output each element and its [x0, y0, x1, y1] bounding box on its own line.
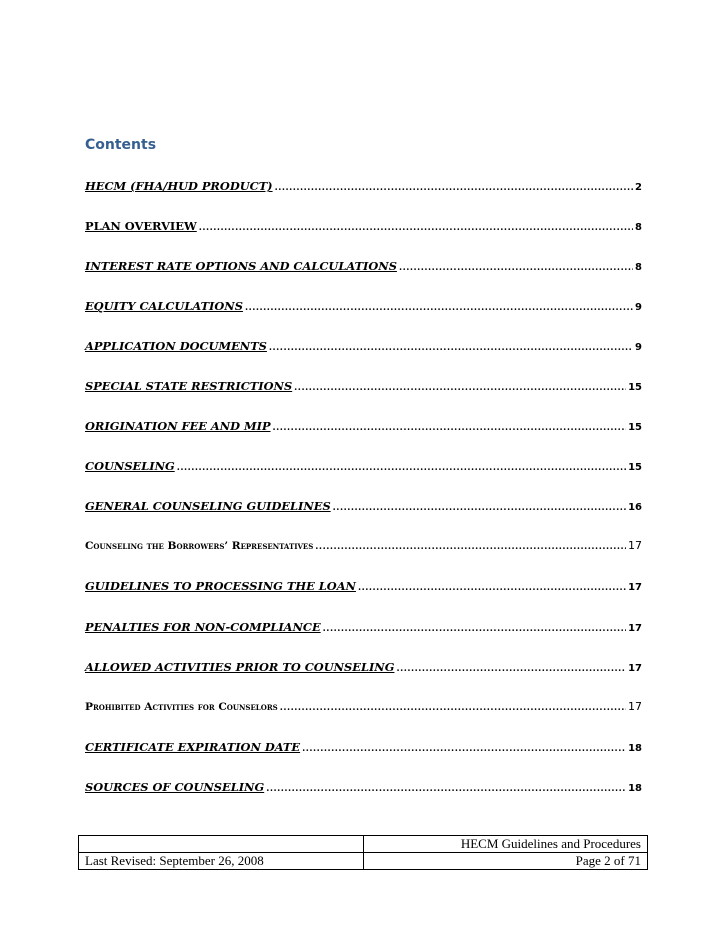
footer-cell-blank [79, 836, 364, 853]
toc-dot-leader [358, 583, 626, 593]
toc-dot-leader [280, 703, 626, 713]
toc-dot-leader [302, 744, 626, 754]
footer-row-bottom [79, 853, 648, 870]
toc-page-number: 17 [628, 622, 642, 634]
toc-entry-title[interactable]: INTEREST RATE OPTIONS AND CALCULATIONS [85, 259, 397, 274]
toc-entry[interactable] [85, 259, 642, 299]
toc-dot-leader [294, 383, 626, 393]
toc-page-number: 17 [628, 662, 642, 674]
toc-entry-title[interactable]: APPLICATION DOCUMENTS [85, 339, 267, 354]
toc-dot-leader [275, 183, 633, 193]
toc-entry[interactable] [85, 700, 642, 740]
footer-row-top [79, 836, 648, 853]
toc-page-number: 15 [628, 422, 642, 434]
footer-document-title: HECM Guidelines and Procedures [364, 836, 648, 853]
toc-page-number: 17 [628, 699, 642, 713]
toc-page-number: 18 [628, 742, 642, 754]
toc-entry-title[interactable]: Prohibited Activities for Counselors [85, 700, 278, 713]
toc-dot-leader [315, 542, 626, 552]
toc-entry-title[interactable]: ORIGINATION FEE AND MIP [85, 419, 271, 434]
table-of-contents [85, 179, 642, 820]
toc-dot-leader [396, 664, 626, 674]
toc-dot-leader [399, 263, 633, 273]
toc-entry[interactable] [85, 499, 642, 539]
toc-page-number: 17 [628, 582, 642, 594]
toc-page-number: 15 [628, 382, 642, 394]
toc-dot-leader [273, 423, 627, 433]
toc-entry-title[interactable]: PENALTIES FOR NON-COMPLIANCE [85, 619, 321, 634]
toc-dot-leader [245, 303, 633, 313]
toc-entry[interactable] [85, 740, 642, 780]
toc-page-number: 17 [628, 539, 642, 553]
toc-entry[interactable] [85, 459, 642, 499]
toc-entry[interactable] [85, 179, 642, 219]
toc-page-number: 15 [628, 462, 642, 474]
toc-entry-title[interactable]: HECM (FHA/HUD PRODUCT) [85, 179, 273, 193]
toc-page-number: 9 [635, 302, 642, 314]
page-footer [78, 835, 648, 870]
toc-entry[interactable] [85, 219, 642, 259]
toc-entry[interactable] [85, 379, 642, 419]
toc-entry-title[interactable]: SOURCES OF COUNSELING [85, 779, 265, 794]
toc-entry[interactable] [85, 660, 642, 700]
toc-entry-title[interactable]: SPECIAL STATE RESTRICTIONS [85, 379, 293, 394]
toc-dot-leader [266, 784, 626, 794]
toc-entry[interactable] [85, 299, 642, 339]
toc-entry[interactable] [85, 579, 642, 619]
footer-page-number: Page 2 of 71 [364, 853, 648, 870]
toc-dot-leader [177, 463, 626, 473]
toc-page-number: 9 [635, 342, 642, 354]
toc-entry[interactable] [85, 339, 642, 379]
toc-entry-title[interactable]: COUNSELING [85, 459, 175, 474]
toc-entry[interactable] [85, 780, 642, 820]
toc-entry-title[interactable]: PLAN OVERVIEW [85, 219, 197, 234]
toc-entry-title[interactable]: ALLOWED ACTIVITIES PRIOR TO COUNSELING [85, 659, 395, 674]
toc-dot-leader [269, 343, 633, 353]
toc-entry-title[interactable]: Counseling the Borrowers’ Representatives [85, 540, 314, 553]
toc-entry[interactable] [85, 620, 642, 660]
toc-page-number: 18 [628, 782, 642, 794]
footer-last-revised: Last Revised: September 26, 2008 [79, 853, 364, 870]
toc-dot-leader [323, 624, 626, 634]
toc-page-number: 2 [635, 182, 642, 193]
toc-dot-leader [333, 503, 626, 513]
toc-page-number: 8 [635, 262, 642, 274]
toc-entry-title[interactable]: CERTIFICATE EXPIRATION DATE [85, 739, 301, 754]
toc-dot-leader [199, 223, 633, 233]
toc-entry-title[interactable]: GENERAL COUNSELING GUIDELINES [85, 499, 331, 514]
toc-entry-title[interactable]: EQUITY CALCULATIONS [85, 299, 243, 314]
toc-entry-title[interactable]: GUIDELINES TO PROCESSING THE LOAN [85, 579, 356, 594]
toc-page-number: 8 [635, 222, 642, 234]
toc-entry[interactable] [85, 419, 642, 459]
contents-heading: Contents [85, 137, 157, 153]
toc-page-number: 16 [628, 502, 642, 514]
toc-entry[interactable] [85, 539, 642, 579]
